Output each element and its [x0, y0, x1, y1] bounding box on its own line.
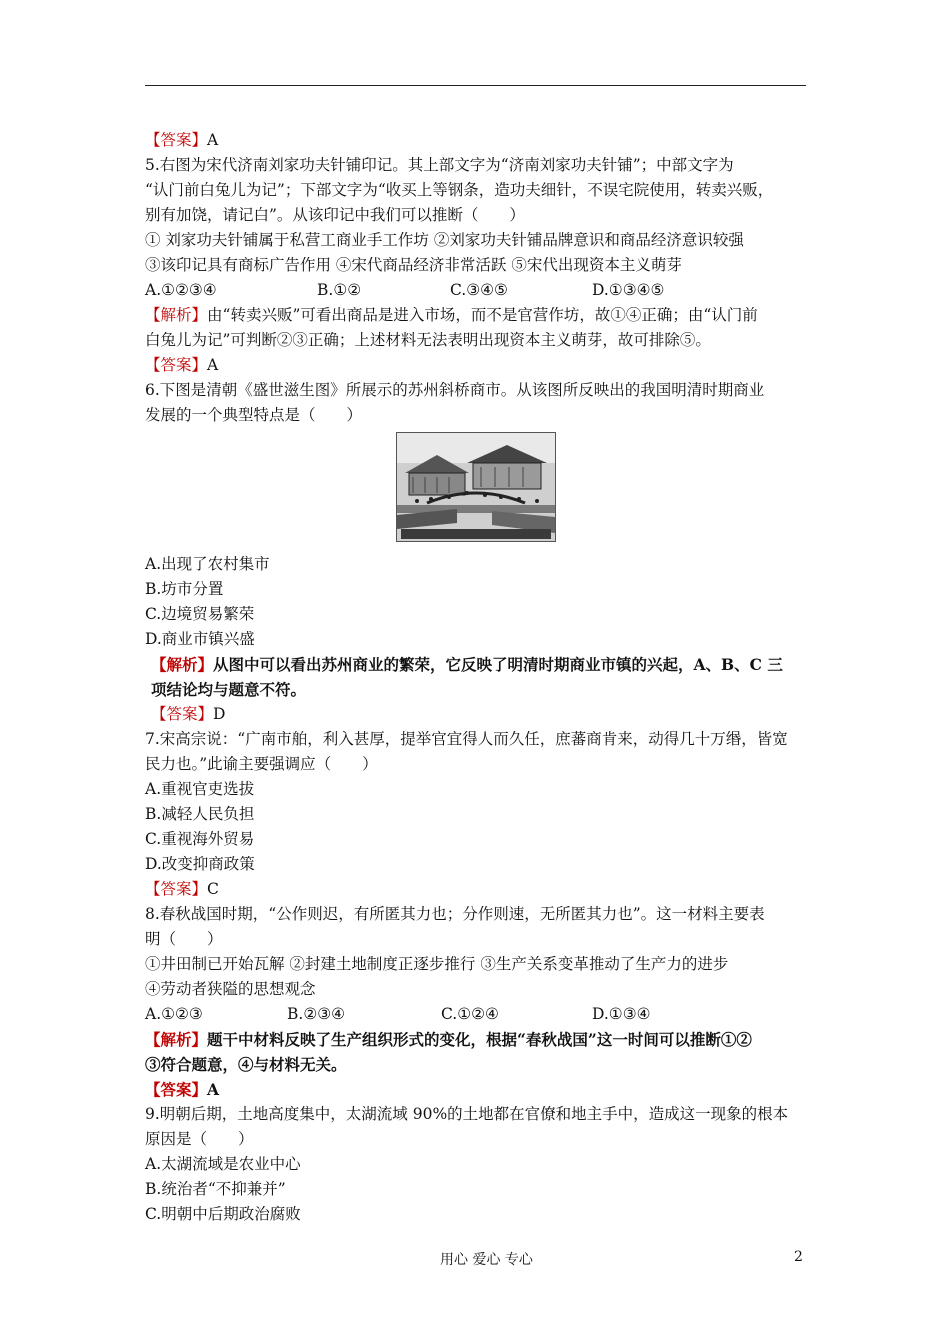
q6-analysis-cont: 项结论均与题意不符。: [151, 680, 307, 699]
q9-line: 9.明朝后期，土地高度集中，太湖流域 90%的土地都在官僚和地主手中，造成这一现象的根本: [145, 1105, 789, 1123]
q6-answer: 【答案】D: [151, 705, 226, 723]
q8-line: 8.春秋战国时期，“公作则迟，有所匿其力也；分作则速，无所匿其力也”。这一材料主要表: [145, 905, 765, 923]
q8-analysis-cont: ③符合题意，④与材料无关。: [145, 1055, 347, 1074]
q5-options: [145, 278, 810, 303]
q7-line: 民力也。”此谕主要强调应（ ）: [145, 755, 378, 773]
q7-answer: 【答案】C: [145, 880, 219, 898]
q6-line: 发展的一个典型特点是（ ）: [145, 406, 363, 424]
document-body: [145, 128, 810, 1227]
suzhou-market-painting-image: [396, 432, 556, 542]
question-9: [145, 1102, 810, 1227]
q5-line: 5.右图为宋代济南刘家功夫针铺印记。其上部文字为“济南刘家功夫针铺”；中部文字为: [145, 156, 734, 174]
option-c: C.①②④: [441, 1005, 499, 1023]
q8-line: 明（ ）: [145, 930, 223, 948]
q9-line: 原因是（ ）: [145, 1130, 254, 1148]
option-b: B.①②: [317, 281, 362, 299]
option-d: D.①③④: [592, 1005, 651, 1023]
q5-line: ③该印记具有商标广告作用 ④宋代商品经济非常活跃 ⑤宋代出现资本主义萌芽: [145, 256, 682, 274]
q5-line: “认门前白兔儿为记”；下部文字为“收买上等钢条，造功夫细针，不误宅院使用，转卖兴贩，: [145, 181, 774, 199]
option-a: A.①②③: [145, 1005, 203, 1023]
q6-option-c: C.边境贸易繁荣: [145, 605, 255, 623]
q8-options: [145, 1002, 810, 1027]
painting-illustration: [397, 433, 555, 541]
q7-line: 7.宋高宗说：“广南市舶，利入甚厚，提举官宜得人而久任，庶蕃商肯来，动得几十万缗，皆宽: [145, 730, 788, 748]
q5-answer: 【答案】A: [145, 356, 219, 374]
q6-option-b: B.坊市分置: [145, 580, 224, 598]
header-rule: [145, 85, 806, 86]
question-8: [145, 902, 810, 1102]
question-6: [145, 378, 810, 727]
page-number: 2: [794, 1249, 803, 1265]
q5-line: ① 刘家功夫针铺属于私营工商业手工作坊 ②刘家功夫针铺品牌意识和商品经济意识较强: [145, 231, 744, 249]
q9-option-b: B.统治者“不抑兼并”: [145, 1180, 286, 1198]
q5-analysis: 【解析】由“转卖兴贩”可看出商品是进入市场，而不是官营作坊，故①④正确；由“认门前: [145, 306, 758, 324]
option-a: A.①②③④: [145, 281, 217, 299]
q6-analysis: 【解析】从图中可以看出苏州商业的繁荣，它反映了明清时期商业市镇的兴起，A、B、C 三: [151, 655, 783, 674]
q7-option-d: D.改变抑商政策: [145, 855, 255, 873]
q8-line: ④劳动者狭隘的思想观念: [145, 980, 316, 998]
option-d: D.①③④⑤: [592, 281, 665, 299]
figure-container: [145, 432, 810, 544]
option-b: B.②③④: [287, 1005, 346, 1023]
q8-answer: 【答案】A: [145, 1080, 220, 1099]
q6-line: 6.下图是清朝《盛世滋生图》所展示的苏州斜桥商市。从该图所反映出的我国明清时期商业: [145, 381, 765, 399]
q6-option-d: D.商业市镇兴盛: [145, 630, 255, 648]
q5-line: 别有加饶，请记白”。从该印记中我们可以推断（ ）: [145, 206, 525, 224]
q8-line: ①井田制已开始瓦解 ②封建土地制度正逐步推行 ③生产关系变革推动了生产力的进步: [145, 955, 729, 973]
footer-text: 用心 爱心 专心: [440, 1252, 533, 1268]
q5-analysis-cont: 白兔儿为记”可判断②③正确；上述材料无法表明出现资本主义萌芽，故可排除⑤。: [145, 331, 711, 349]
q9-option-c: C.明朝中后期政治腐败: [145, 1205, 301, 1223]
prev-answer: 【答案】A: [145, 131, 219, 149]
question-5: [145, 153, 810, 378]
q8-analysis: 【解析】题干中材料反映了生产组织形式的变化，根据“春秋战国”这一时间可以推断①②: [145, 1030, 752, 1049]
q7-option-c: C.重视海外贸易: [145, 830, 255, 848]
q7-option-a: A.重视官吏选拔: [145, 780, 255, 798]
question-7: [145, 727, 810, 902]
option-c: C.③④⑤: [450, 281, 508, 299]
q7-option-b: B.减轻人民负担: [145, 805, 255, 823]
q9-option-a: A.太湖流域是农业中心: [145, 1155, 301, 1173]
q6-option-a: A.出现了农村集市: [145, 555, 270, 573]
